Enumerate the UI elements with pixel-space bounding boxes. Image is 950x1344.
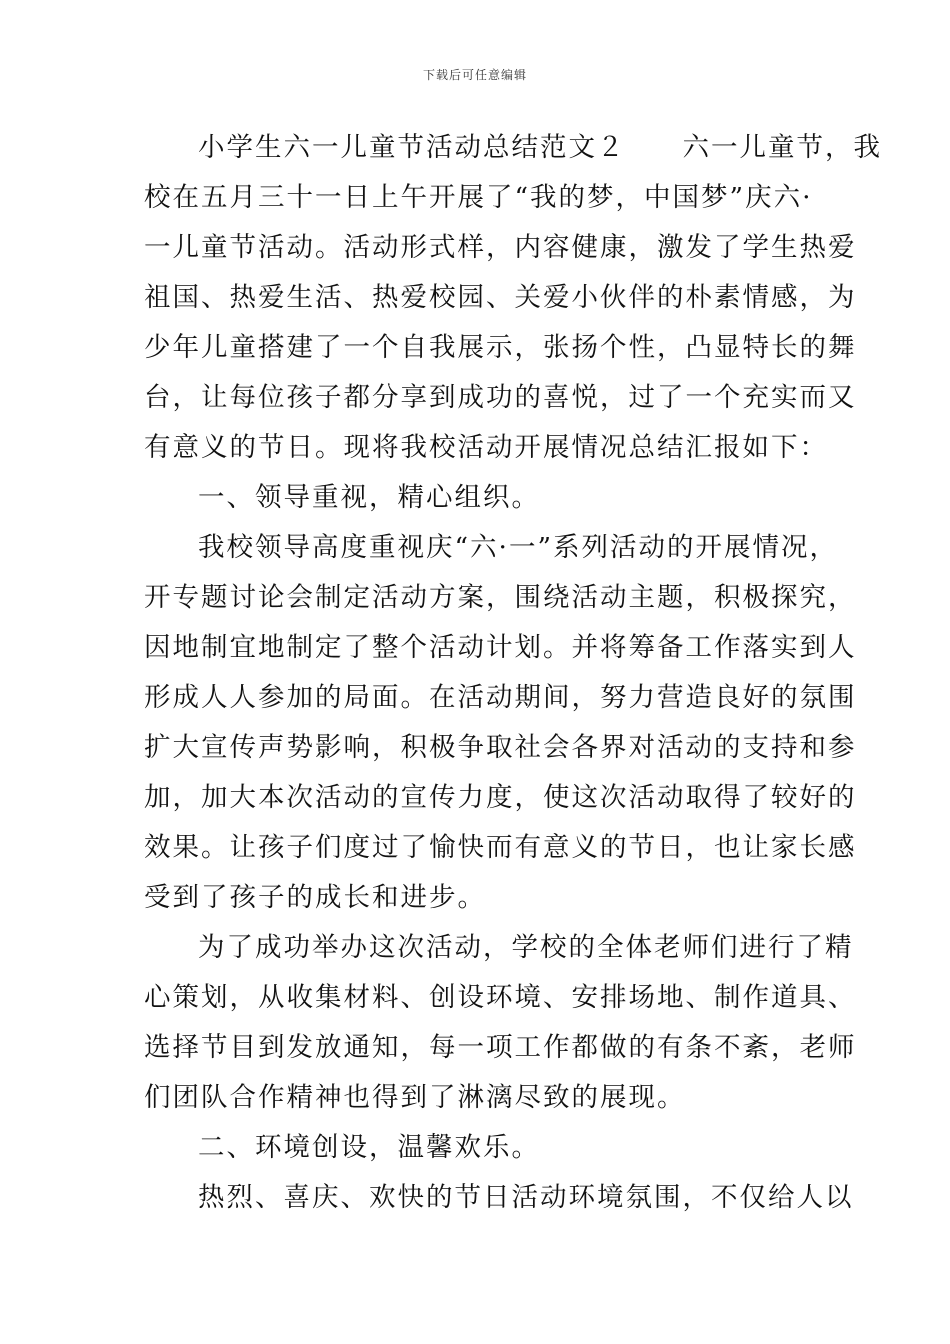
text-line: 祖国、热爱生活、热爱校园、关爱小伙伴的朴素情感，为 (144, 282, 857, 313)
text-line: 扩大宣传声势影响，积极争取社会各界对活动的支持和参 (144, 732, 857, 763)
section-heading: 二、环境创设，温馨欢乐。 (198, 1132, 540, 1163)
text-line: 少年儿童搭建了一个自我展示，张扬个性，凸显特长的舞 (144, 332, 857, 363)
text-line: 因地制宜地制定了整个活动计划。并将筹备工作落实到人 (144, 632, 857, 663)
text-line: 加，加大本次活动的宣传力度，使这次活动取得了较好的 (144, 782, 857, 813)
text-line: 形成人人参加的局面。在活动期间，努力营造良好的氛围 (144, 682, 857, 713)
text-line: 开专题讨论会制定活动方案，围绕活动主题，积极探究， (144, 582, 857, 613)
text-line: 我校领导高度重视庆“六·一”系列活动的开展情况， (198, 532, 839, 563)
text-line: 小学生六一儿童节活动总结范文２ 六一儿童节，我 (198, 132, 882, 163)
text-line: 一儿童节活动。活动形式样，内容健康，激发了学生热爱 (144, 232, 857, 263)
section-heading: 一、领导重视，精心组织。 (198, 482, 540, 513)
text-line: 选择节目到发放通知，每一项工作都做的有条不紊，老师 (144, 1032, 857, 1063)
text-line: 心策划，从收集材料、创设环境、安排场地、制作道具、 (144, 982, 857, 1013)
text-line: 受到了孩子的成长和进步。 (144, 882, 486, 913)
text-line: 为了成功举办这次活动，学校的全体老师们进行了精 (198, 932, 854, 963)
text-line: 台，让每位孩子都分享到成功的喜悦，过了一个充实而又 (144, 382, 857, 413)
text-line: 校在五月三十一日上午开展了“我的梦，中国梦”庆六· (144, 182, 813, 213)
text-line: 们团队合作精神也得到了淋漓尽致的展现。 (144, 1082, 686, 1113)
page-header: 下载后可任意编辑 (422, 68, 527, 82)
text-line: 效果。让孩子们度过了愉快而有意义的节日，也让家长感 (144, 832, 857, 863)
text-line: 热烈、喜庆、欢快的节日活动环境氛围，不仅给人以 (198, 1182, 854, 1213)
text-line: 有意义的节日。现将我校活动开展情况总结汇报如下： (144, 432, 828, 463)
